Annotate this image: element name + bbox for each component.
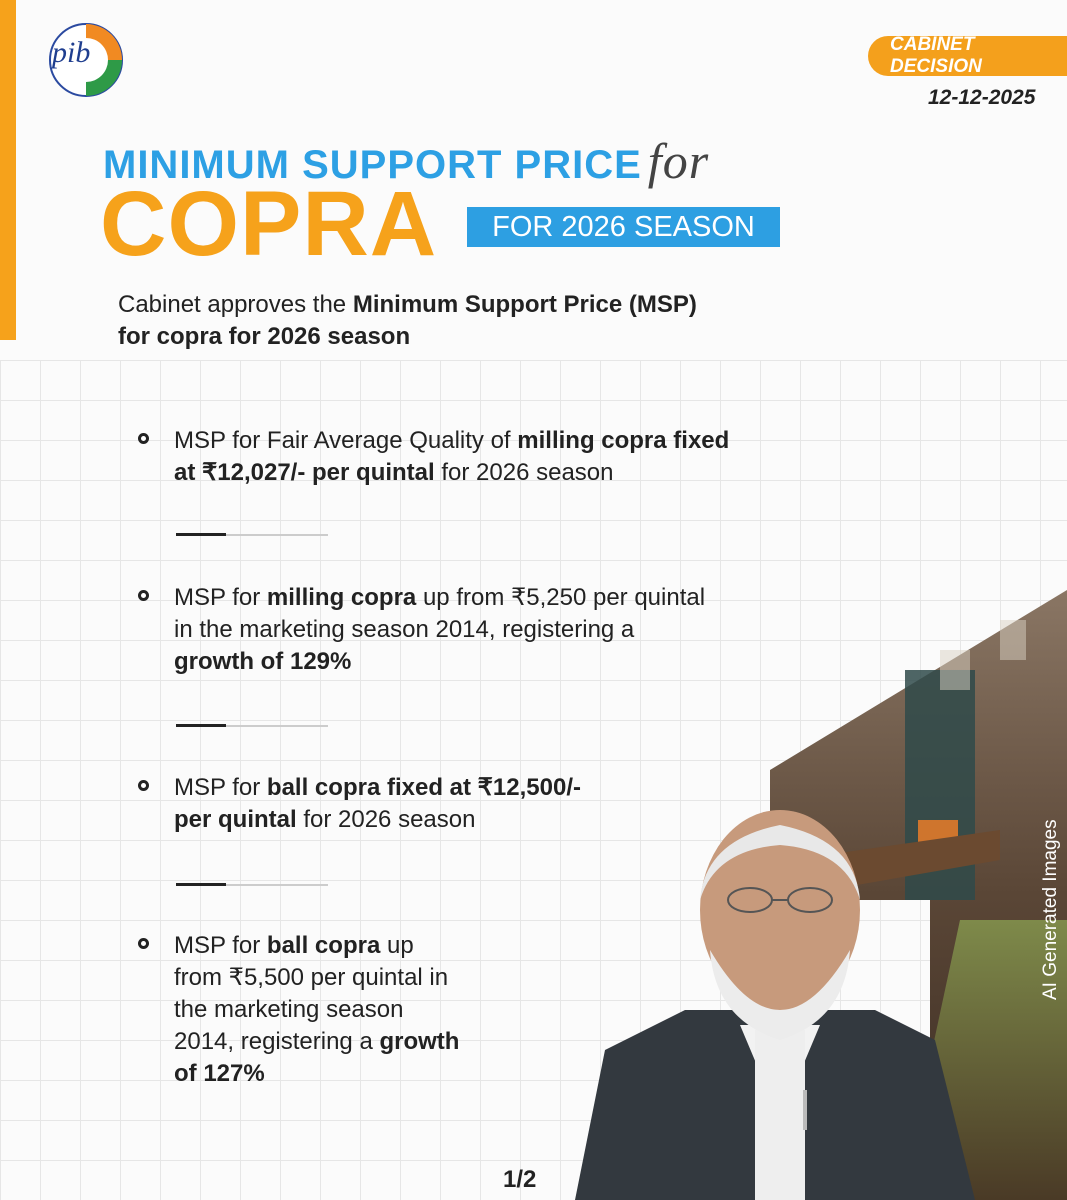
intro-bold2: for copra for 2026 season bbox=[118, 323, 411, 350]
title-msp: MINIMUM SUPPORT PRICE bbox=[103, 143, 642, 187]
decision-date: 12-12-2025 bbox=[928, 86, 1036, 109]
bullet-2: MSP for milling copra up from ₹5,250 per quintal in the marketing season 2014, registering a growth of 129% bbox=[138, 582, 818, 682]
bullet-3: MSP for ball copra fixed at ₹12,500/- per quintal for 2026 season bbox=[138, 772, 658, 842]
bullet-icon bbox=[138, 433, 149, 444]
bullet-1: MSP for Fair Average Quality of milling copra fixed at ₹12,027/- per quintal for 2026 season bbox=[138, 425, 818, 495]
season-banner: FOR 2026 SEASON bbox=[467, 207, 780, 247]
intro-text bbox=[118, 289, 818, 353]
divider bbox=[176, 884, 328, 886]
bullet-icon bbox=[138, 780, 149, 791]
intro-bold1: Minimum Support Price (MSP) bbox=[352, 291, 697, 318]
bullet-4: MSP for ball copra up from ₹5,500 per quintal in the marketing season 2014, registering a growth of 127% bbox=[138, 930, 538, 1100]
title-for: for bbox=[647, 133, 710, 189]
bullet-icon bbox=[138, 590, 149, 601]
page-number: 1/2 bbox=[503, 1166, 537, 1193]
pib-logo bbox=[38, 20, 128, 100]
ai-generated-label: AI Generated Images bbox=[1040, 819, 1061, 1000]
title-copra: COPRA bbox=[100, 173, 438, 275]
person-portrait bbox=[575, 790, 985, 1200]
intro-part1: Cabinet approves the bbox=[118, 291, 353, 318]
cabinet-decision-badge: CABINET DECISION bbox=[868, 36, 1067, 76]
logo-text: pib bbox=[52, 36, 91, 69]
divider bbox=[176, 725, 328, 727]
bullet-icon bbox=[138, 938, 149, 949]
divider bbox=[176, 534, 328, 536]
